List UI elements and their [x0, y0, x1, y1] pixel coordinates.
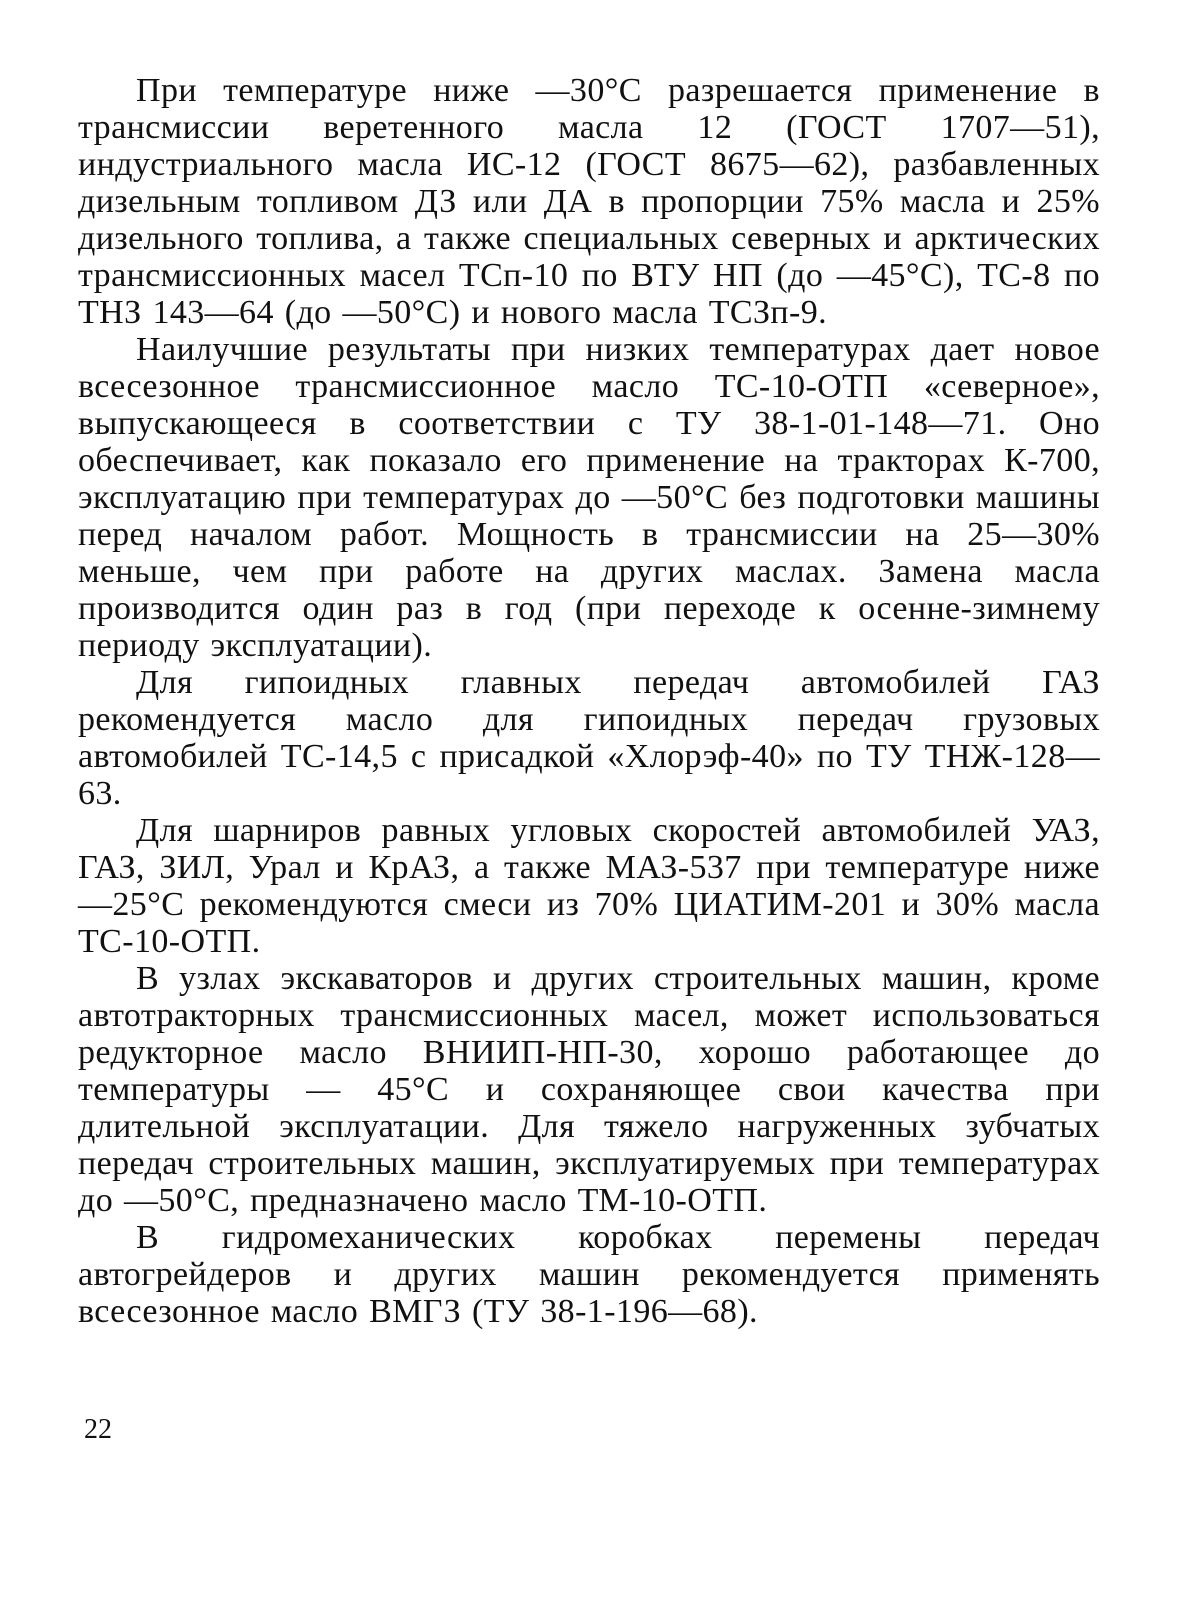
- paragraph-2: Наилучшие результаты при низких температурах дает новое всесезонное трансмиссионное масло ТС-10-ОТП «северное», выпускающееся в соответствии с ТУ 38-1-01-148—71. Оно обеспечивает, как показало его применение на тракторах К-700, эксплуатацию при температурах до —50°С без подготовки машины перед началом работ. Мощность в трансмиссии на 25—30% меньше, чем при работе на других маслах. Замена масла производится один раз в год (при переходе к осенне-зимнему периоду эксплуатации).: [78, 331, 1100, 664]
- paragraph-3: Для гипоидных главных передач автомобилей ГАЗ рекомендуется масло для гипоидных передач грузовых автомобилей ТС-14,5 с присадкой «Хлорэф-40» по ТУ ТНЖ-128—63.: [78, 664, 1100, 812]
- paragraph-4: Для шарниров равных угловых скоростей автомобилей УАЗ, ГАЗ, ЗИЛ, Урал и КрАЗ, а также МАЗ-537 при температуре ниже —25°С рекомендуются смеси из 70% ЦИАТИМ-201 и 30% масла ТС-10-ОТП.: [78, 812, 1100, 960]
- page-number: 22: [84, 1414, 112, 1445]
- paragraph-5: В узлах экскаваторов и других строительных машин, кроме автотракторных трансмиссионных масел, может использоваться редукторное масло ВНИИП-НП-30, хорошо работающее до температуры — 45°С и сохраняющее свои качества при длительной эксплуатации. Для тяжело нагруженных зубчатых передач строительных машин, эксплуатируемых при температурах до —50°С, предназначено масло ТМ-10-ОТП.: [78, 960, 1100, 1219]
- paragraph-6: В гидромеханических коробках перемены передач автогрейдеров и других машин рекомендуется применять всесезонное масло ВМГЗ (ТУ 38-1-196—68).: [78, 1219, 1100, 1330]
- paragraph-1: При температуре ниже —30°С разрешается применение в трансмиссии веретенного масла 12 (ГОСТ 1707—51), индустриального масла ИС-12 (ГОСТ 8675—62), разбавленных дизельным топливом ДЗ или ДА в пропорции 75% масла и 25% дизельного топлива, а также специальных северных и арктических трансмиссионных масел ТСп-10 по ВТУ НП (до —45°С), ТС-8 по ТНЗ 143—64 (до —50°С) и нового масла ТСЗп-9.: [78, 72, 1100, 331]
- page-body: [78, 72, 1100, 1330]
